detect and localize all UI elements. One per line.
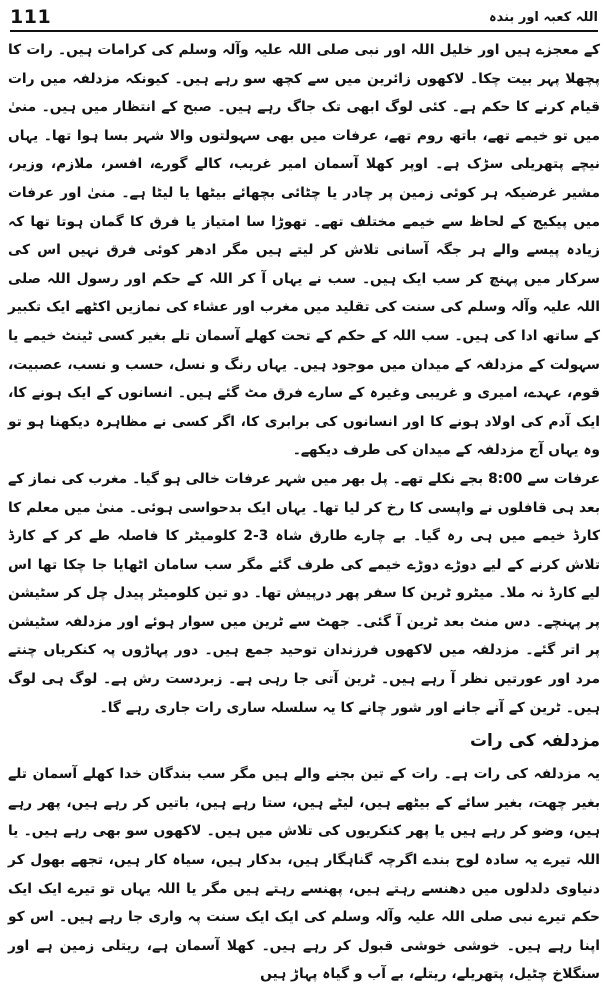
paragraph: کے معجزے ہیں اور خلیل اللہ اور نبی صلی اللہ علیہ وآلہ وسلم کی کرامات ہیں۔ رات کا پچھلا پہر بیت چکا۔ لاکھوں زائرین میں سے کچھ سو رہے ہیں۔ کیونکہ مزدلفہ میں رات قیام کرنے کا حکم ہے۔ کئی لوگ ابھی تک جاگ رہے ہیں۔ صبح کے انتظار میں ہیں۔ منیٰ میں تو خیمے تھے، باتھ روم تھے، عرفات میں بھی سہولتوں والا شہر بسا ہوا تھا۔ یہاں نیچے پتھریلی سڑک ہے۔ اوپر کھلا آسمان امیر غریب، کالے گورے، افسر، ملازم، وزیر، مشیر غرضیکہ ہر کوئی زمین پر چادر یا چٹائی بچھائے بیٹھا یا لیٹا ہے۔ منیٰ اور عرفات میں پیکیج کے لحاظ سے خیمے مختلف تھے۔ تھوڑا سا امتیاز یا فرق کا گمان ہوتا تھا کہ زیادہ پیسے والے ہر جگہ آسانی تلاش کر لیتے ہیں مگر ادھر کوئی فرق نہیں اس کی سرکار میں پہنچ کر سب ایک ہیں۔ سب نے یہاں آ کر اللہ کے حکم اور رسول اللہ صلی اللہ علیہ وآلہ وسلم کی سنت کی تقلید میں مغرب اور عشاء کی نمازیں اکٹھے ایک تکبیر کے ساتھ ادا کی ہیں۔ سب اللہ کے حکم کے تحت کھلے آسمان تلے بغیر کسی ٹینٹ خیمے یا سہولت کے مزدلفہ کے میدان میں موجود ہیں۔ یہاں رنگ و نسل، حسب و نسب، عصبیت، قوم، عہدے، امیری و غریبی وغیرہ کے سارے فرق مٹ گئے ہیں۔ انسانوں کے ایک ہونے کا، ایک آدم کی اولاد ہونے کا اور انسانوں کی برابری کا، اگر کسی نے مظاہرہ دیکھنا ہو تو وہ یہاں آج مزدلفہ کے میدان کی طرف دیکھے۔	[8, 42, 600, 459]
body-text	[8, 36, 600, 989]
section-heading: مزدلفہ کی رات	[469, 731, 600, 752]
page-header	[10, 4, 598, 28]
paragraph: عرفات سے 8:00 بجے نکلے تھے۔ پل بھر میں شہر عرفات خالی ہو گیا۔ مغرب کی نماز کے بعد ہی قافلوں نے واپسی کا رخ کر لیا تھا۔ یہاں ایک بدحواسی ہوئی۔ منیٰ میں معلم کا کارڈ خیمے میں ہی رہ گیا۔ بے چارے طارق شاہ 3-2 کلومیٹر کا فاصلہ طے کر کے کارڈ تلاش کرنے کے لیے دوڑے دوڑے خیمے کی طرف گئے مگر سب سامان اٹھایا جا چکا تھا اس لیے کارڈ نہ ملا۔ میٹرو ٹرین کا سفر پھر درپیش تھا۔ دو تین کلومیٹر پیدل چل کر سٹیشن پر پہنچے۔ دس منٹ بعد ٹرین آ گئی۔ جھٹ سے ٹرین میں سوار ہوئے اور مزدلفہ سٹیشن پر اتر گئے۔ مزدلفہ میں لاکھوں فرزندان توحید جمع ہیں۔ دور پہاڑوں پہ کنکریاں چنتے مرد اور عورتیں نظر آ رہے ہیں۔ ٹرین آتی جا رہی ہے۔ زبردست رش ہے۔ لوگ ہی لوگ ہیں۔ ٹرین کے آنے جانے اور شور چانے کا یہ سلسلہ ساری رات جاری رہے گا۔	[8, 470, 600, 716]
running-title: اللہ کعبہ اور بندہ	[489, 10, 598, 25]
paragraph: یہ مزدلفہ کی رات ہے۔ رات کے تین بجنے والے ہیں مگر سب بندگان خدا کھلے آسمان تلے بغیر چھت، بغیر سائے کے بیٹھے ہیں، لیٹے ہیں، ستا رہے ہیں، باتیں کر رہے ہیں، پھر رہے ہیں، وضو کر رہے ہیں یا پھر کنکریوں کی تلاش میں ہیں۔ لاکھوں سو بھی رہے ہیں۔ یا اللہ تیرے یہ سادہ لوح بندے اگرچہ گناہگار ہیں، بدکار ہیں، سیاہ کار ہیں، تجھے بھول کر دنیاوی دلدلوں میں دھنسے رہتے ہیں، پھنسے رہتے ہیں مگر یا اللہ یہاں تو تیرے ایک ایک حکم تیرے نبی صلی اللہ علیہ وآلہ وسلم کی ایک ایک سنت پہ واری جا رہے ہیں۔ اس کو اپنا رہے ہیں۔ خوشی خوشی قبول کر رہے ہیں۔ کھلا آسمان ہے، ریتلی زمین ہے اور سنگلاخ چٹیل، پتھریلے، ریتلے، بے آب و گیاہ پہاڑ ہیں	[8, 766, 600, 983]
header-rule	[10, 30, 598, 32]
page-number: 111	[10, 6, 52, 28]
